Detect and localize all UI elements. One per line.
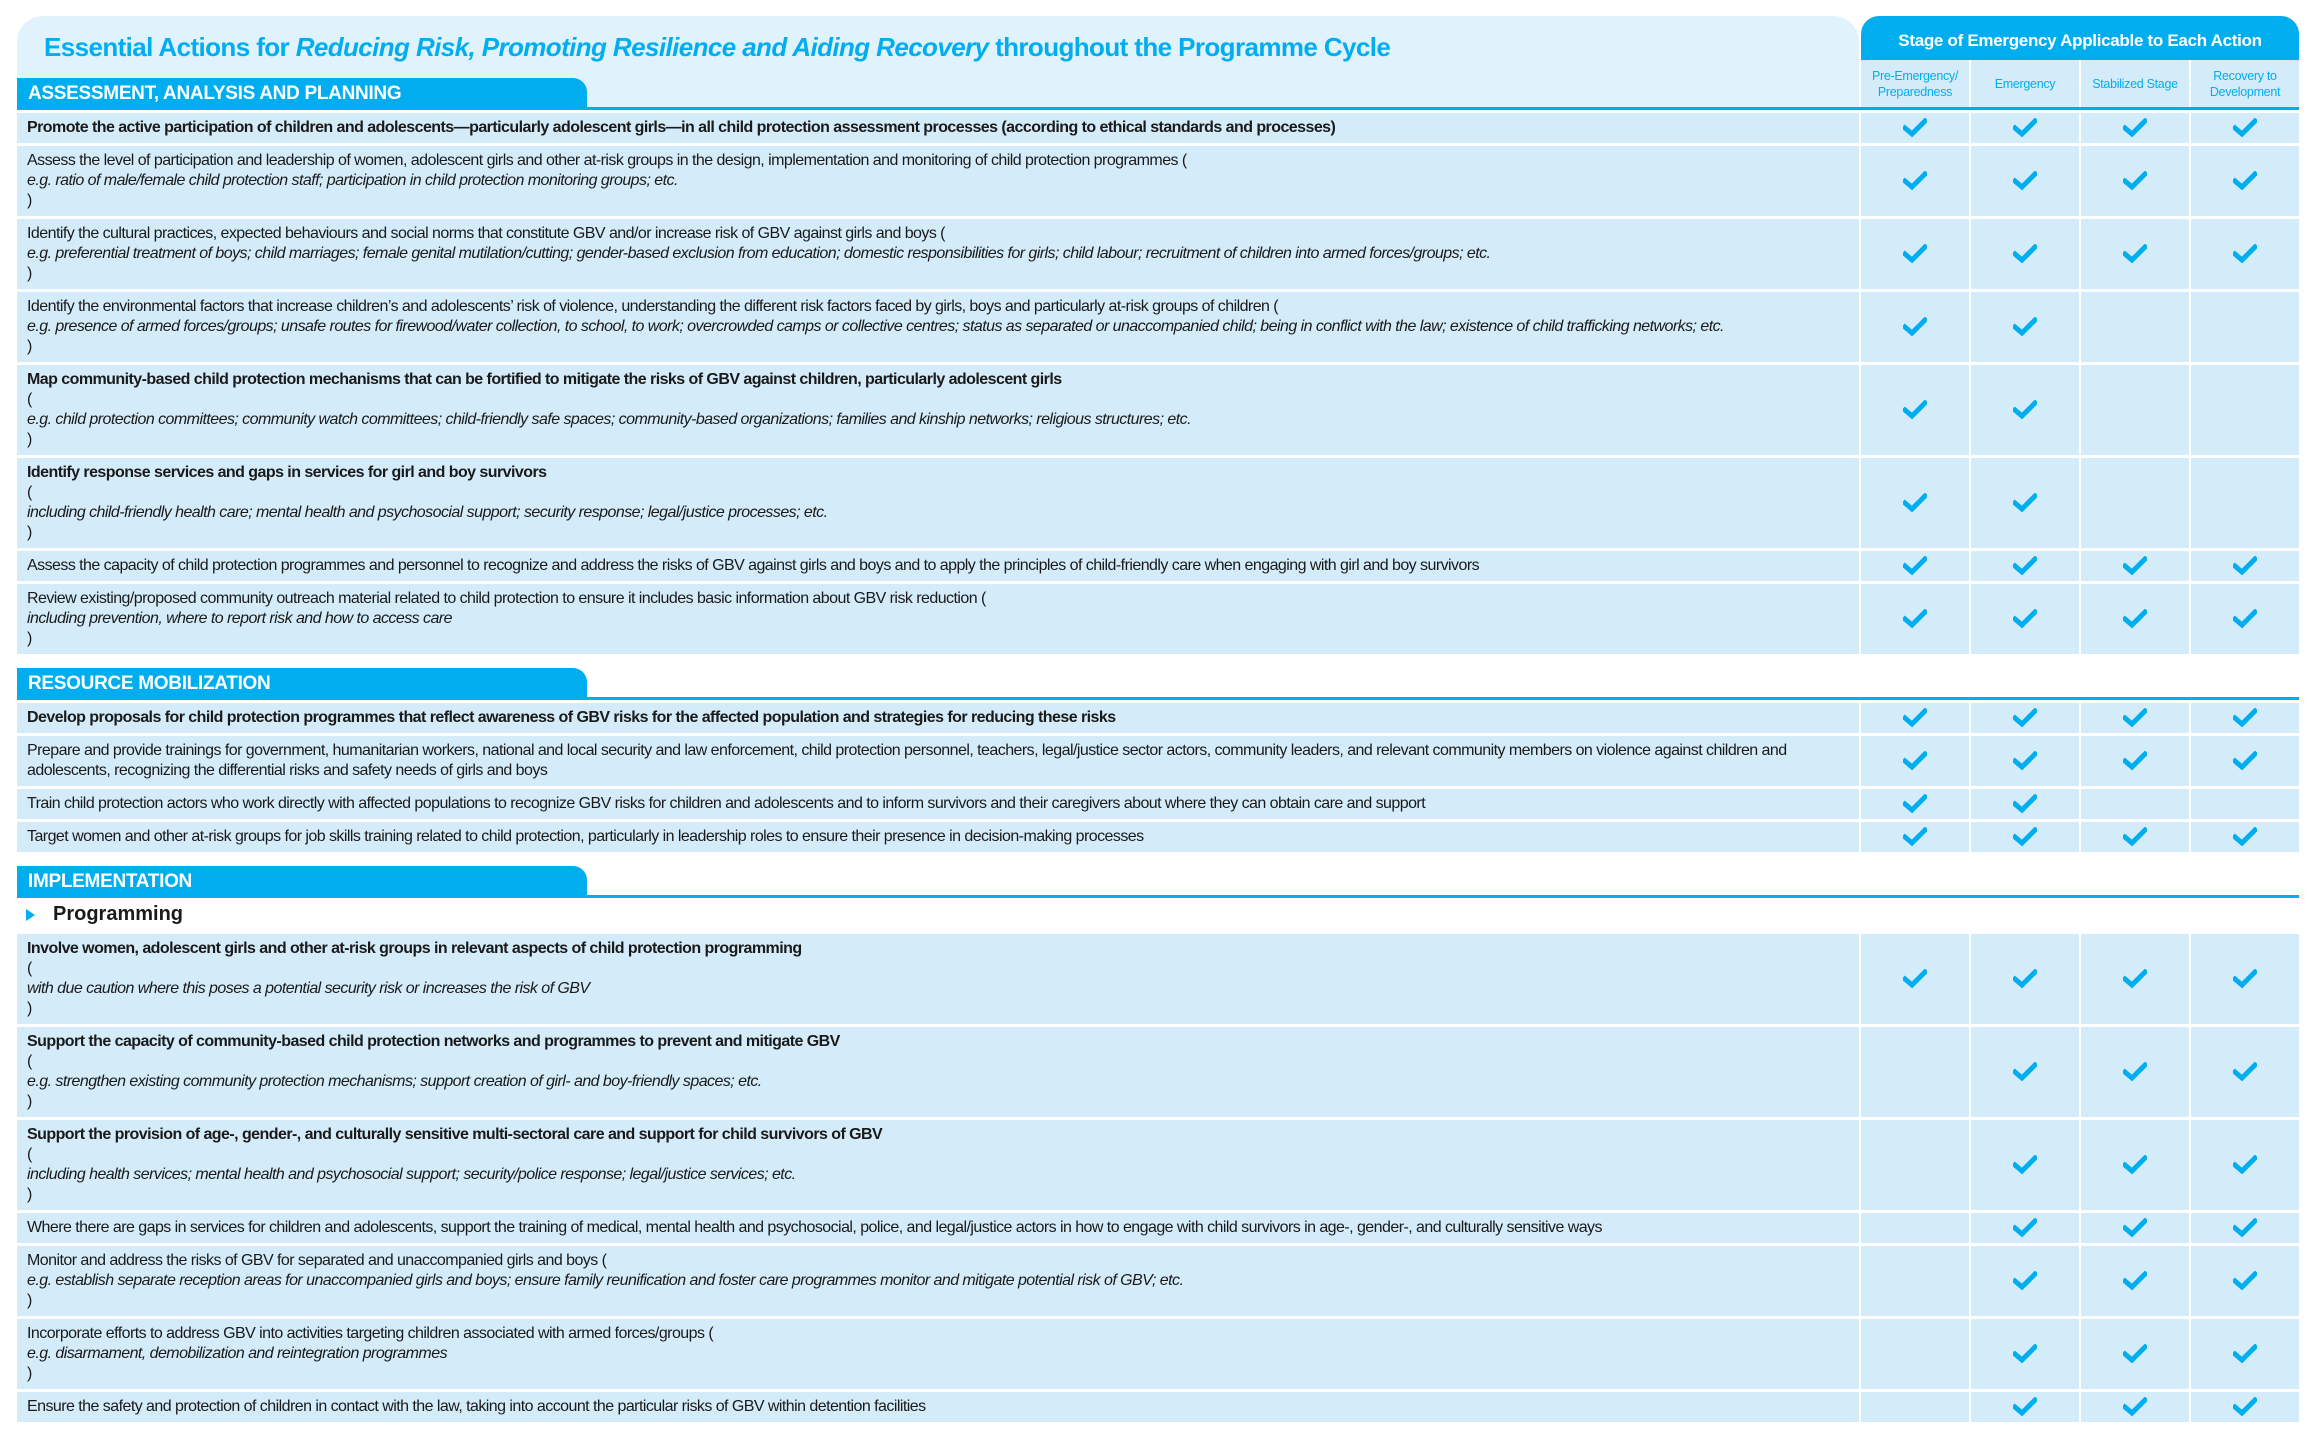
action-normal: Where there are gaps in services for children and adolescents, support the training of medical, mental health and psychosocial, police, and legal/justice actors in how to engage with child survivors in age-, gender-, and culturally sensitive ways — [27, 1219, 1602, 1236]
stage-cell-emergency — [1971, 822, 2079, 852]
table-row — [17, 703, 2299, 733]
check-mark-icon — [2233, 1344, 2257, 1364]
action-normal: Prepare and provide trainings for government, humanitarian workers, national and local security and law enforcement, child protection personnel, teachers, legal/justice sector actors, community leaders, and relevant community members on violence against children and adolescents, recognizing the differential risks and safety needs of girls and boys — [27, 742, 1787, 779]
check-mark-icon — [1903, 556, 1927, 576]
action-normal: Ensure the safety and protection of children in contact with the law, taking into account the particular risks of GBV within detention facilities — [27, 1398, 926, 1415]
check-mark-icon — [2123, 969, 2147, 989]
section-header — [17, 78, 2299, 110]
action-close: ) — [27, 1365, 32, 1382]
page-title — [44, 32, 1390, 63]
stage-cell-recovery — [2191, 551, 2299, 581]
stage-cell-emergency — [1971, 703, 2079, 733]
check-mark-icon — [2123, 1344, 2147, 1364]
action-line — [27, 151, 1187, 211]
action-normal: ( — [27, 391, 32, 408]
check-mark-icon — [2233, 1062, 2257, 1082]
stage-cell-stabilized — [2081, 292, 2189, 362]
action-text — [17, 1120, 1859, 1210]
stage-cell-emergency — [1971, 292, 2079, 362]
stage-cell-emergency — [1971, 365, 2079, 455]
stage-cell-emergency — [1971, 934, 2079, 1024]
action-bold: Identify response services and gaps in services for girl and boy survivors — [27, 464, 547, 481]
action-line — [27, 1125, 882, 1205]
action-text — [17, 789, 1859, 819]
check-mark-icon — [2013, 171, 2037, 191]
check-mark-icon — [1903, 969, 1927, 989]
stage-cell-stabilized — [2081, 1319, 2189, 1389]
stage-cell-preparedness — [1861, 934, 1969, 1024]
action-italic: e.g. strengthen existing community protection mechanisms; support creation of girl- and boy-friendly spaces; etc. — [27, 1073, 762, 1090]
action-line — [27, 1324, 713, 1384]
check-mark-icon — [2123, 1062, 2147, 1082]
action-line — [27, 297, 1724, 357]
table-row — [17, 1213, 2299, 1243]
stage-cell-stabilized — [2081, 703, 2189, 733]
stage-cell-recovery — [2191, 789, 2299, 819]
check-mark-icon — [1903, 317, 1927, 337]
table-row — [17, 1120, 2299, 1210]
action-line — [27, 463, 828, 543]
action-bold: Develop proposals for child protection programmes that reflect awareness of GBV risks for the affected population and strategies for reducing these risks — [27, 709, 1116, 726]
section-title: ASSESSMENT, ANALYSIS AND PLANNING — [17, 78, 587, 108]
action-line — [27, 939, 802, 1019]
stage-cell-emergency — [1971, 1246, 2079, 1316]
check-mark-icon — [2013, 244, 2037, 264]
stage-cell-preparedness — [1861, 789, 1969, 819]
stage-cell-preparedness — [1861, 703, 1969, 733]
stage-cell-stabilized — [2081, 934, 2189, 1024]
table-row — [17, 822, 2299, 852]
stage-cell-preparedness — [1861, 1213, 1969, 1243]
section-rows — [17, 703, 2299, 852]
stage-cell-emergency — [1971, 736, 2079, 786]
check-mark-icon — [2013, 708, 2037, 728]
section-title: RESOURCE MOBILIZATION — [17, 668, 587, 698]
action-normal: Assess the capacity of child protection programmes and personnel to recognize and address the risks of GBV against girls and boys and to apply the principles of child-friendly care when engaging with girl and boy survivors — [27, 557, 1480, 574]
action-text — [17, 736, 1859, 786]
check-mark-icon — [2233, 827, 2257, 847]
stage-cell-recovery — [2191, 1213, 2299, 1243]
action-italic: with due caution where this poses a potential security risk or increases the risk of GBV — [27, 980, 590, 997]
action-line — [27, 794, 1425, 814]
stage-cell-emergency — [1971, 584, 2079, 654]
stage-cell-emergency — [1971, 1120, 2079, 1210]
stage-cell-emergency — [1971, 1392, 2079, 1422]
action-italic: e.g. presence of armed forces/groups; unsafe routes for firewood/water collection, to school, to work; overcrowded camps or collective centres; status as separated or unaccompanied child; being in conflict with the law; existence of child trafficking networks; etc. — [27, 318, 1724, 335]
action-italic: e.g. ratio of male/female child protection staff; participation in child protection monitoring groups; etc. — [27, 172, 678, 189]
table-row — [17, 1027, 2299, 1117]
section-header — [17, 866, 2299, 898]
section-divider — [17, 107, 2299, 110]
stage-cell-stabilized — [2081, 822, 2189, 852]
stage-cell-preparedness — [1861, 1246, 1969, 1316]
action-close: ) — [27, 1093, 32, 1110]
action-text — [17, 292, 1859, 362]
action-text — [17, 146, 1859, 216]
stage-col-emergency: Emergency — [1969, 60, 2079, 107]
action-line — [27, 741, 1849, 781]
check-mark-icon — [1903, 118, 1927, 138]
action-bold: Promote the active participation of children and adolescents—particularly adolescent girls—in all child protection assessment processes (according to ethical standards and processes) — [27, 119, 1336, 136]
check-mark-icon — [2013, 493, 2037, 513]
action-normal: Monitor and address the risks of GBV for separated and unaccompanied girls and boys ( — [27, 1252, 607, 1269]
check-mark-icon — [2013, 1271, 2037, 1291]
check-mark-icon — [1903, 609, 1927, 629]
table-row — [17, 736, 2299, 786]
table-row — [17, 146, 2299, 216]
check-mark-icon — [2123, 171, 2147, 191]
stage-cell-stabilized — [2081, 736, 2189, 786]
stage-cell-preparedness — [1861, 551, 1969, 581]
check-mark-icon — [2123, 751, 2147, 771]
check-mark-icon — [2233, 1397, 2257, 1417]
stage-cell-recovery — [2191, 146, 2299, 216]
stage-cell-stabilized — [2081, 1392, 2189, 1422]
stage-col-recovery: Recovery to Development — [2189, 60, 2299, 107]
check-mark-icon — [2233, 244, 2257, 264]
stage-cell-stabilized — [2081, 146, 2189, 216]
action-italic: e.g. child protection committees; community watch committees; child-friendly safe spaces; community-based organizations; families and kinship networks; religious structures; etc. — [27, 411, 1191, 428]
stage-cell-stabilized — [2081, 458, 2189, 548]
section-title: IMPLEMENTATION — [17, 866, 587, 896]
stage-cell-recovery — [2191, 1120, 2299, 1210]
table-row — [17, 365, 2299, 455]
action-text — [17, 822, 1859, 852]
stage-cell-preparedness — [1861, 365, 1969, 455]
action-normal: ( — [27, 484, 32, 501]
stage-cell-preparedness — [1861, 113, 1969, 143]
stage-cell-preparedness — [1861, 146, 1969, 216]
stage-cell-recovery — [2191, 113, 2299, 143]
stage-cell-emergency — [1971, 146, 2079, 216]
check-mark-icon — [2013, 556, 2037, 576]
stage-cell-emergency — [1971, 1027, 2079, 1117]
check-mark-icon — [2233, 751, 2257, 771]
check-mark-icon — [1903, 827, 1927, 847]
table-row — [17, 219, 2299, 289]
action-text — [17, 1392, 1859, 1422]
section-header — [17, 668, 2299, 700]
section-resource-mobilization — [17, 668, 2299, 852]
stage-col-preparedness: Pre-Emergency/ Preparedness — [1861, 60, 1969, 107]
stage-cell-preparedness — [1861, 1120, 1969, 1210]
stage-cell-recovery — [2191, 703, 2299, 733]
stage-header: Stage of Emergency Applicable to Each Action — [1861, 16, 2299, 60]
check-mark-icon — [2013, 794, 2037, 814]
stage-cell-preparedness — [1861, 736, 1969, 786]
check-mark-icon — [1903, 171, 1927, 191]
action-normal: Assess the level of participation and leadership of women, adolescent girls and other at-risk groups in the design, implementation and monitoring of child protection programmes ( — [27, 152, 1187, 169]
stage-cell-preparedness — [1861, 1392, 1969, 1422]
action-text — [17, 1213, 1859, 1243]
stage-cell-recovery — [2191, 934, 2299, 1024]
stage-cell-recovery — [2191, 1392, 2299, 1422]
stage-cell-stabilized — [2081, 1027, 2189, 1117]
action-italic: e.g. establish separate reception areas for unaccompanied girls and boys; ensure family reunification and foster care programmes monitor and mitigate potential risk of GBV; etc. — [27, 1272, 1184, 1289]
stage-cell-recovery — [2191, 736, 2299, 786]
table-row — [17, 458, 2299, 548]
stage-cell-emergency — [1971, 219, 2079, 289]
action-text — [17, 584, 1859, 654]
action-line — [27, 370, 1191, 450]
action-text — [17, 1246, 1859, 1316]
action-close: ) — [27, 338, 32, 355]
stage-cell-recovery — [2191, 458, 2299, 548]
check-mark-icon — [2233, 969, 2257, 989]
action-italic: e.g. preferential treatment of boys; child marriages; female genital mutilation/cutting; gender-based exclusion from education; domestic responsibilities for girls; child labour; recruitment of children into armed forces/groups; etc. — [27, 245, 1491, 262]
action-close: ) — [27, 630, 32, 647]
action-close: ) — [27, 1186, 32, 1203]
action-normal: Identify the cultural practices, expected behaviours and social norms that constitute GBV and/or increase risk of GBV against girls and boys ( — [27, 225, 945, 242]
action-close: ) — [27, 524, 32, 541]
action-normal: Identify the environmental factors that increase children’s and adolescents’ risk of violence, understanding the different risk factors faced by girls, boys and particularly at-risk groups of children ( — [27, 298, 1279, 315]
action-text — [17, 703, 1859, 733]
action-normal: ( — [27, 960, 32, 977]
check-mark-icon — [2233, 118, 2257, 138]
check-mark-icon — [2123, 708, 2147, 728]
check-mark-icon — [2123, 1155, 2147, 1175]
section-divider — [17, 697, 2299, 700]
check-mark-icon — [2013, 1344, 2037, 1364]
action-text — [17, 1027, 1859, 1117]
check-mark-icon — [2233, 609, 2257, 629]
stage-cell-stabilized — [2081, 584, 2189, 654]
check-mark-icon — [1903, 708, 1927, 728]
table-row — [17, 1392, 2299, 1422]
stage-cell-stabilized — [2081, 789, 2189, 819]
stage-cell-stabilized — [2081, 1246, 2189, 1316]
check-mark-icon — [2123, 1397, 2147, 1417]
action-line — [27, 118, 1335, 138]
stage-cell-recovery — [2191, 584, 2299, 654]
action-text — [17, 113, 1859, 143]
stage-cell-emergency — [1971, 551, 2079, 581]
table-row — [17, 551, 2299, 581]
check-mark-icon — [2233, 1271, 2257, 1291]
check-mark-icon — [2013, 751, 2037, 771]
action-line — [27, 1218, 1602, 1238]
check-mark-icon — [1903, 751, 1927, 771]
action-text — [17, 458, 1859, 548]
stage-cell-preparedness — [1861, 219, 1969, 289]
action-line — [27, 589, 986, 649]
check-mark-icon — [2233, 556, 2257, 576]
check-mark-icon — [2013, 1218, 2037, 1238]
stage-cell-recovery — [2191, 1319, 2299, 1389]
check-mark-icon — [2233, 1155, 2257, 1175]
section-rows — [17, 934, 2299, 1422]
table-row — [17, 113, 2299, 143]
check-mark-icon — [1903, 244, 1927, 264]
action-italic: including health services; mental health and psychosocial support; security/police response; legal/justice services; etc. — [27, 1166, 796, 1183]
action-line — [27, 1251, 1183, 1311]
stage-cell-recovery — [2191, 822, 2299, 852]
action-line — [27, 1397, 926, 1417]
triangle-bullet-icon — [26, 909, 35, 921]
table-row — [17, 789, 2299, 819]
table-row — [17, 584, 2299, 654]
stage-cell-recovery — [2191, 219, 2299, 289]
check-mark-icon — [2013, 827, 2037, 847]
action-bold: Support the provision of age-, gender-, and culturally sensitive multi-sectoral care and support for child survivors of GBV — [27, 1126, 883, 1143]
check-mark-icon — [2013, 400, 2037, 420]
check-mark-icon — [2123, 1271, 2147, 1291]
action-line — [27, 556, 1479, 576]
action-close: ) — [27, 431, 32, 448]
stage-cell-emergency — [1971, 113, 2079, 143]
action-normal: ( — [27, 1053, 32, 1070]
title-emphasis: Reducing Risk, Promoting Resilience and Aiding Recovery — [295, 32, 989, 62]
stage-cell-stabilized — [2081, 1120, 2189, 1210]
section-assessment — [17, 78, 2299, 654]
action-line — [27, 827, 1144, 847]
action-line — [27, 224, 1490, 284]
action-text — [17, 365, 1859, 455]
subheading-label: Programming — [53, 903, 184, 925]
stage-cell-preparedness — [1861, 584, 1969, 654]
check-mark-icon — [2013, 1155, 2037, 1175]
check-mark-icon — [2233, 1218, 2257, 1238]
action-line — [27, 1032, 840, 1112]
table-row — [17, 1246, 2299, 1316]
check-mark-icon — [2013, 317, 2037, 337]
action-text — [17, 1319, 1859, 1389]
stage-cell-emergency — [1971, 458, 2079, 548]
title-suffix: throughout the Programme Cycle — [988, 32, 1391, 62]
section-implementation — [17, 866, 2299, 1422]
table-row — [17, 1319, 2299, 1389]
action-close: ) — [27, 192, 32, 209]
action-normal: Train child protection actors who work directly with affected populations to recognize GBV risks for children and adolescents and to inform survivors and their caregivers about where they can obtain care and support — [27, 795, 1426, 812]
check-mark-icon — [2123, 1218, 2147, 1238]
stage-cell-recovery — [2191, 365, 2299, 455]
action-normal: Target women and other at-risk groups for job skills training related to child protection, particularly in leadership roles to ensure their presence in decision-making processes — [27, 828, 1144, 845]
action-bold: Support the capacity of community-based child protection networks and programmes to prevent and mitigate GBV — [27, 1033, 840, 1050]
action-bold: Map community-based child protection mechanisms that can be fortified to mitigate the risks of GBV against children, particularly adolescent girls — [27, 371, 1062, 388]
stage-cell-preparedness — [1861, 1319, 1969, 1389]
subheading-programming — [17, 898, 2299, 931]
check-mark-icon — [1903, 794, 1927, 814]
stage-cell-stabilized — [2081, 1213, 2189, 1243]
action-italic: including child-friendly health care; mental health and psychosocial support; security response; legal/justice processes; etc. — [27, 504, 828, 521]
stage-cell-emergency — [1971, 789, 2079, 819]
section-rows — [17, 113, 2299, 654]
action-normal: Incorporate efforts to address GBV into activities targeting children associated with armed forces/groups ( — [27, 1325, 714, 1342]
table-row — [17, 292, 2299, 362]
action-italic: e.g. disarmament, demobilization and reintegration programmes — [27, 1345, 448, 1362]
check-mark-icon — [1903, 400, 1927, 420]
check-mark-icon — [2123, 827, 2147, 847]
stage-cell-emergency — [1971, 1213, 2079, 1243]
check-mark-icon — [2013, 1397, 2037, 1417]
action-text — [17, 934, 1859, 1024]
stage-cell-stabilized — [2081, 113, 2189, 143]
check-mark-icon — [2013, 118, 2037, 138]
action-italic: including prevention, where to report risk and how to access care — [27, 610, 452, 627]
action-normal: ( — [27, 1146, 32, 1163]
check-mark-icon — [1903, 493, 1927, 513]
stage-cell-preparedness — [1861, 822, 1969, 852]
stage-cell-stabilized — [2081, 219, 2189, 289]
stage-cell-recovery — [2191, 1027, 2299, 1117]
section-divider — [17, 895, 2299, 898]
action-close: ) — [27, 265, 32, 282]
stage-cell-preparedness — [1861, 1027, 1969, 1117]
check-mark-icon — [2233, 171, 2257, 191]
check-mark-icon — [2123, 118, 2147, 138]
action-bold: Involve women, adolescent girls and other at-risk groups in relevant aspects of child protection programming — [27, 940, 802, 957]
action-close: ) — [27, 1292, 32, 1309]
stage-cell-preparedness — [1861, 458, 1969, 548]
action-normal: Review existing/proposed community outreach material related to child protection to ensure it includes basic information about GBV risk reduction ( — [27, 590, 986, 607]
table-row — [17, 934, 2299, 1024]
action-line — [27, 708, 1116, 728]
action-text — [17, 551, 1859, 581]
check-mark-icon — [2013, 969, 2037, 989]
check-mark-icon — [2013, 1062, 2037, 1082]
check-mark-icon — [2233, 708, 2257, 728]
stage-cell-recovery — [2191, 1246, 2299, 1316]
stage-cell-stabilized — [2081, 551, 2189, 581]
stage-cell-recovery — [2191, 292, 2299, 362]
check-mark-icon — [2123, 244, 2147, 264]
stage-cell-preparedness — [1861, 292, 1969, 362]
stage-cell-stabilized — [2081, 365, 2189, 455]
check-mark-icon — [2123, 556, 2147, 576]
action-close: ) — [27, 1000, 32, 1017]
check-mark-icon — [2123, 609, 2147, 629]
action-text — [17, 219, 1859, 289]
stage-cell-emergency — [1971, 1319, 2079, 1389]
check-mark-icon — [2013, 609, 2037, 629]
stage-col-stabilized: Stabilized Stage — [2079, 60, 2189, 107]
title-prefix: Essential Actions for — [44, 32, 296, 62]
